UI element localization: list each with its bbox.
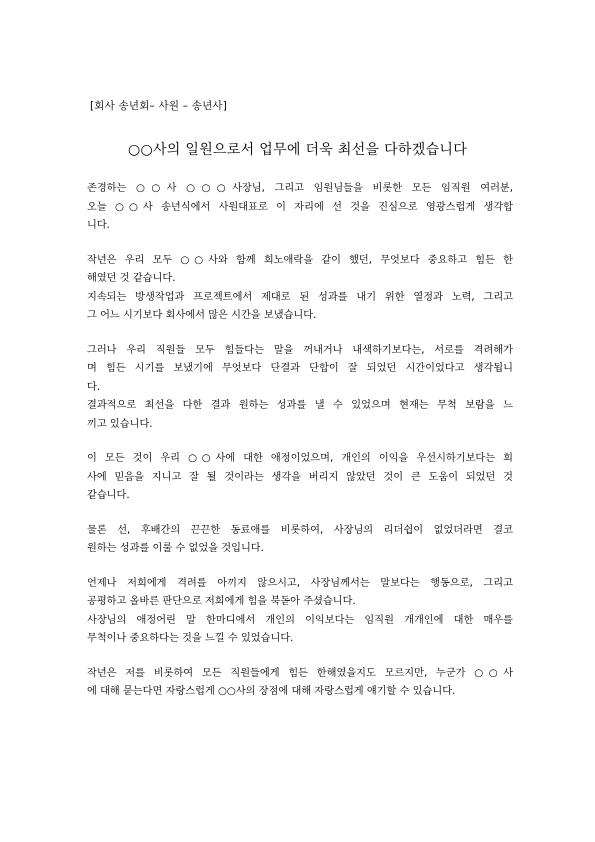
document-category-tag: [회사 송년회– 사원 – 송년사] [90, 100, 228, 112]
paragraph-line: 며 힘든 시기를 보냈기에 무엇보다 단결과 단합이 잘 되었던 시간이었다고 생각됩니 [87, 363, 513, 374]
paragraph-line: 니다. [87, 220, 110, 231]
paragraph-line: 사장님의 애정어린 말 한마디에서 개인의 이익보다는 임직원 개개인에 대한 매우를 [87, 614, 513, 626]
paragraph-line: 해였던 것 같습니다. [87, 273, 176, 284]
paragraph-line: 이 모든 것이 우리 ○○사에 대한 애정이었으며, 개인의 이익을 우선시하기보다는 회 [87, 453, 513, 464]
paragraph-3 [87, 342, 513, 435]
paragraph-line: 언제나 저희에게 격려를 아끼지 않으시고, 사장님께서는 말보다는 행동으로, 그리고 [87, 577, 513, 589]
paragraph-2 [87, 252, 513, 326]
paragraph-line: 원하는 성과를 이룰 수 없었을 것입니다. [87, 543, 264, 554]
paragraph-line: 공평하고 올바른 판단으로 저희에게 힘을 북돋아 주셨습니다. [87, 596, 356, 607]
paragraph-line: 에 대해 묻는다면 자랑스럽게 ○○사의 장점에 대해 자랑스럽게 얘기할 수 있습니다. [87, 686, 456, 697]
paragraph-5 [87, 522, 513, 559]
paragraph-4 [87, 450, 513, 506]
paragraph-line: 그러나 우리 직원들 모두 힘들다는 말을 꺼내거나 내색하기보다는, 서로를 격려해가 [87, 344, 513, 356]
paragraph-line: 존경하는 ○○사 ○○○사장님, 그리고 임원님들을 비롯한 모든 임직원 여러분, [87, 183, 513, 194]
paragraph-line: 작년은 저를 비롯하여 모든 직원들에게 힘든 한해였을지도 모르지만, 누군가 ○○사 [87, 667, 513, 679]
paragraph-line: 오늘 ○○사 송년식에서 사원대표로 이 자리에 선 것을 진심으로 영광스럽게 생각합 [87, 201, 513, 213]
paragraph-1 [87, 180, 513, 236]
paragraph-line: 그 어느 시기보다 회사에서 많은 시간을 보냈습니다. [87, 310, 317, 321]
document-title: ○○사의 일원으로서 업무에 더욱 최선을 다하겠습니다 [127, 142, 468, 158]
paragraph-line: 지속되는 방생작업과 프로젝트에서 제대로 된 성과를 내기 위한 열정과 노력, 그리고 [87, 291, 513, 303]
paragraph-line: 끼고 있습니다. [87, 418, 153, 430]
paragraph-line: 물론 선, 후배간의 끈끈한 동료애를 비롯하여, 사장님의 리더쉽이 없었더라면 결코 [87, 524, 513, 536]
document-body [87, 180, 513, 718]
paragraph-line: 사에 믿음을 지니고 잘 될 것이라는 생각을 버리지 않았던 것이 큰 도움이 되었던 것 [87, 471, 513, 483]
paragraph-6 [87, 575, 513, 649]
paragraph-7 [87, 665, 513, 702]
paragraph-line: 같습니다. [87, 490, 130, 501]
paragraph-line: 무척이나 중요하다는 것을 느낄 수 있었습니다. [87, 633, 294, 644]
paragraph-line: 결과적으로 최선을 다한 결과 원하는 성과를 낼 수 있었으며 현재는 무척 보람을 느 [87, 400, 513, 411]
paragraph-line: 작년은 우리 모두 ○○사와 함께 희노애락을 같이 했던, 무엇보다 중요하고 힘든 한 [87, 254, 513, 266]
paragraph-line: 다. [87, 381, 101, 393]
